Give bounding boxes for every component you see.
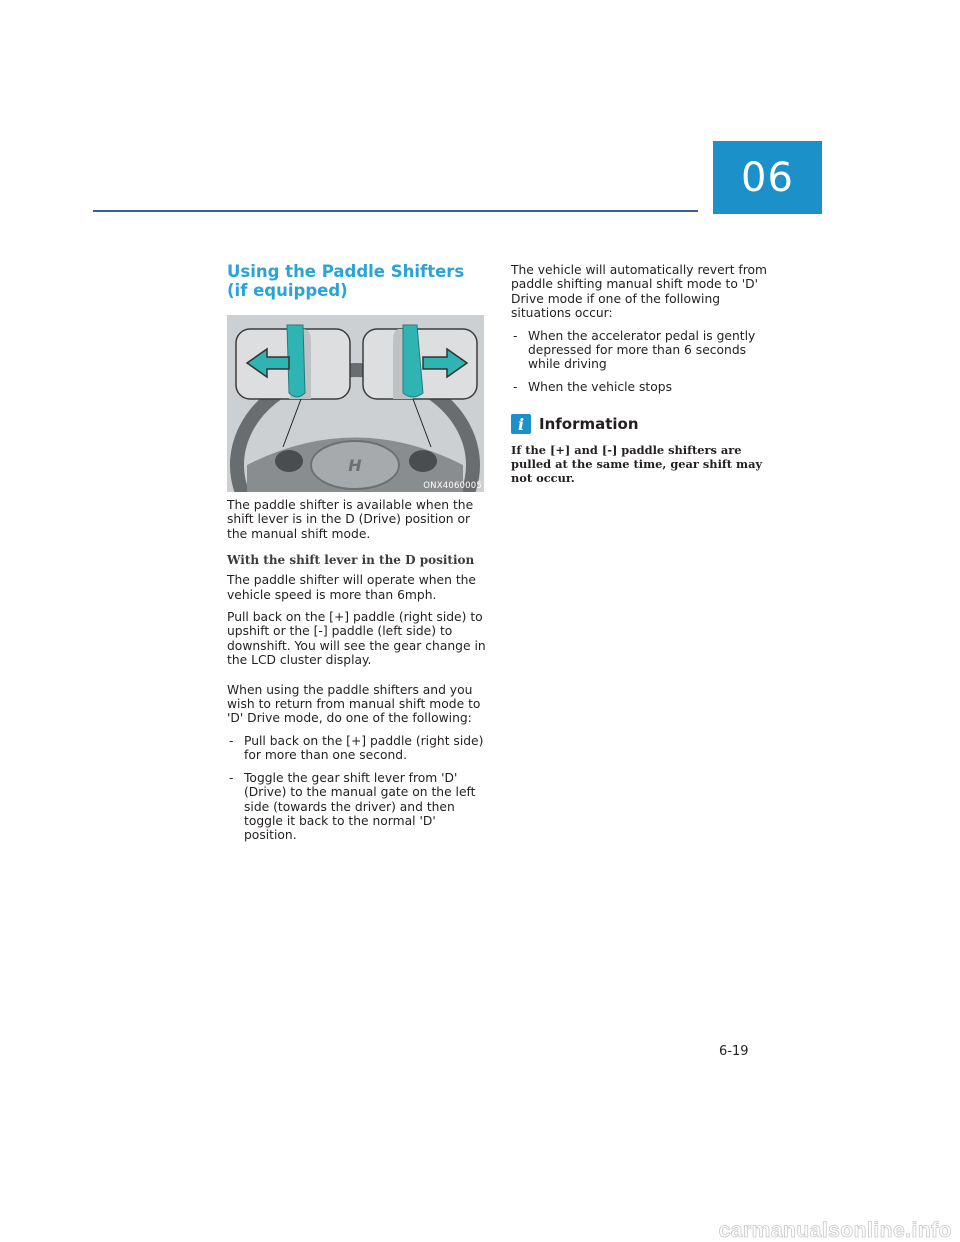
speed-paragraph: The paddle shifter will operate when the vehicle speed is more than 6mph. [227, 573, 476, 602]
section-title: Using the Paddle Shifters (if equipped) [227, 262, 465, 300]
information-title: Information [539, 415, 639, 434]
watermark-text: carmanualsonline.info [718, 1219, 952, 1241]
list-item: - Toggle the gear shift lever from 'D' (Drive) to the manual gate on the left side (towards the driver) and then toggle it back to the normal 'D' position. [227, 771, 489, 843]
figure-code: ONX4060005 [423, 481, 482, 491]
chapter-tab [713, 141, 822, 214]
list-item: - Pull back on the [+] paddle (right side) for more than one second. [227, 734, 489, 763]
page-number: 6-19 [719, 1044, 749, 1059]
watermark [600, 1219, 955, 1241]
revert-conditions-list [511, 329, 776, 395]
steering-wheel-illustration [227, 315, 484, 492]
list-item: - When the vehicle stops [511, 380, 776, 394]
list-item: - When the accelerator pedal is gently depressed for more than 6 seconds while driving [511, 329, 776, 372]
return-paragraph: When using the paddle shifters and you wish to return from manual shift mode to 'D' Drive mode, do one of the following: [227, 682, 481, 726]
info-icon-letter: i [517, 414, 525, 434]
intro-paragraph: The paddle shifter is available when the shift lever is in the D (Drive) position or the manual shift mode. [227, 498, 474, 541]
revert-paragraph: The vehicle will automatically revert from paddle shifting manual shift mode to 'D' Drive mode if one of the following situations occur: [511, 263, 768, 321]
header-rule [93, 210, 698, 212]
chapter-number: 06 [741, 154, 794, 201]
shift-paragraph: Pull back on the [+] paddle (right side) to upshift or the [-] paddle (left side) to downshift. You will see the gear change in the LCD cluster display. [227, 610, 486, 668]
paddle-shifter-figure [227, 315, 484, 492]
subheading: With the shift lever in the D position [227, 553, 475, 568]
information-header [511, 414, 776, 434]
information-body: If the [+] and [-] paddle shifters are pulled at the same time, gear shift may not occur. [511, 443, 763, 486]
return-steps-list [227, 734, 489, 843]
svg-text:H: H [348, 456, 362, 475]
right-column [511, 263, 776, 485]
info-icon [511, 414, 531, 434]
left-column [227, 262, 489, 851]
